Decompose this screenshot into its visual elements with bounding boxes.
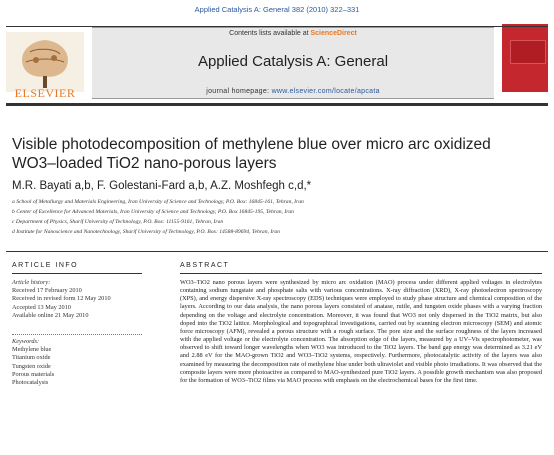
affiliations	[12, 197, 542, 237]
keyword-item: Porous materials	[12, 370, 55, 378]
article-history	[12, 279, 147, 320]
history-accepted: Accepted 13 May 2010	[12, 303, 71, 311]
homepage-label: journal homepage:	[206, 88, 272, 95]
homepage-url[interactable]: www.elsevier.com/locate/apcata	[271, 88, 380, 95]
keyword-item: Tungsten oxide	[12, 362, 51, 370]
affiliation-b: b Center of Excellence for Advanced Materials, Iran University of Science and Technology, P.O. Box 16845-195, Tehran, Iran	[12, 209, 294, 215]
contents-prefix: Contents lists available at	[229, 30, 311, 37]
abstract-heading: ABSTRACT	[180, 262, 230, 269]
journal-homepage	[92, 88, 494, 95]
header-rule	[6, 103, 548, 106]
top-rule	[6, 26, 548, 27]
history-received: Received 17 February 2010	[12, 287, 82, 295]
history-revised: Received in revised form 12 May 2010	[12, 295, 111, 303]
author-list: M.R. Bayati a,b, F. Golestani-Fard a,b, A.Z. Moshfegh c,d,*	[12, 180, 312, 192]
paper-title	[12, 135, 542, 173]
keywords-label: Keywords:	[12, 338, 40, 345]
history-label: Article history:	[12, 279, 51, 286]
journal-reference[interactable]: Applied Catalysis A: General 382 (2010) 322–331	[194, 5, 360, 14]
history-online: Available online 21 May 2010	[12, 311, 89, 319]
affiliation-c: c Department of Physics, Sharif University of Technology, P.O. Box: 11155-9161, Tehran, Iran	[12, 219, 224, 225]
abstract-text: WO3–TiO2 nano porous layers were synthesized by micro arc oxidation (MAO) process under different applied voltages in electrolytes containing sodium tungstate and phosphate salts with various concentrations. X-ray diffraction (XRD), X-ray photoelectron spectroscopy (XPS), and energy dispersive X-ray spectroscopy (EDS) techniques were employed to study phase structure and chemical composition of the layers. According to our data analysis, the nano porous layers consisted of anatase, rutile, and tungsten oxide phases with a varying fraction depending on the voltage and electrolyte concentration. Moreover, it was found that WO3 not only dispersed in the TiO2 matrix, but also doped into the TiO2 lattice. Morphological and topographical investigations, carried out by scanning electron microscopy (SEM) and atomic force microscopy (AFM), revealed a porous structure with a rough surface. The pore size and the surface roughness of the layers increased with the applied voltage or the electrolyte concentration. The absorption edge of the layers, measured by a UV–Vis spectrophotometer, was observed to shift toward longer wavelengths when WO3 was introduced to the TiO2 layers. The band gap energy was determined as 3.21 eV and 2.88 eV for the MAO-grown TiO2 and WO3–TiO2 systems, respectively. Furthermore, photocatalytic activity of the layers was also examined by measuring the decomposition rate of methylene blue under both ultraviolet and visible photo irradiations. It was observed that the composite layers were more photoactive as compared to MAO-synthesized pure TiO2 layers. A possible growth mechanism was also proposed for the formation of WO3–TiO2 films via MAO process with emphasis on the electrochemical bases for the first time.	[180, 279, 542, 384]
sciencedirect-link[interactable]: ScienceDirect	[310, 30, 357, 37]
article-info-rule	[12, 273, 142, 274]
journal-cover-inset	[510, 40, 546, 64]
keyword-item: Photocatalysis	[12, 379, 49, 387]
journal-title: Applied Catalysis A: General	[197, 53, 389, 70]
contents-line	[92, 30, 494, 37]
paper-title-line-2: WO3–loaded TiO2 nano-porous layers	[12, 155, 277, 172]
keywords-block	[12, 338, 147, 387]
article-info-heading: ARTICLE INFO	[12, 262, 79, 269]
keyword-item: Methylene blue	[12, 346, 52, 354]
abstract-rule	[180, 273, 542, 274]
keywords-rule	[12, 334, 142, 335]
elsevier-wordmark: ELSEVIER	[14, 86, 76, 100]
affiliation-d: d Institute for Nanoscience and Nanotechnology, Sharif University of Technology, P.O. Box: 14588-89694, Tehran, Iran	[12, 229, 280, 235]
keyword-item: Titanium oxide	[12, 354, 51, 362]
paper-title-line-1: Visible photodecomposition of methylene blue over micro arc oxidized	[12, 136, 491, 153]
affiliation-a: a School of Metallurgy and Materials Engineering, Iran University of Science and Technology, P.O. Box: 16845-161, Tehran, Iran	[12, 199, 304, 205]
section-rule	[6, 251, 548, 252]
